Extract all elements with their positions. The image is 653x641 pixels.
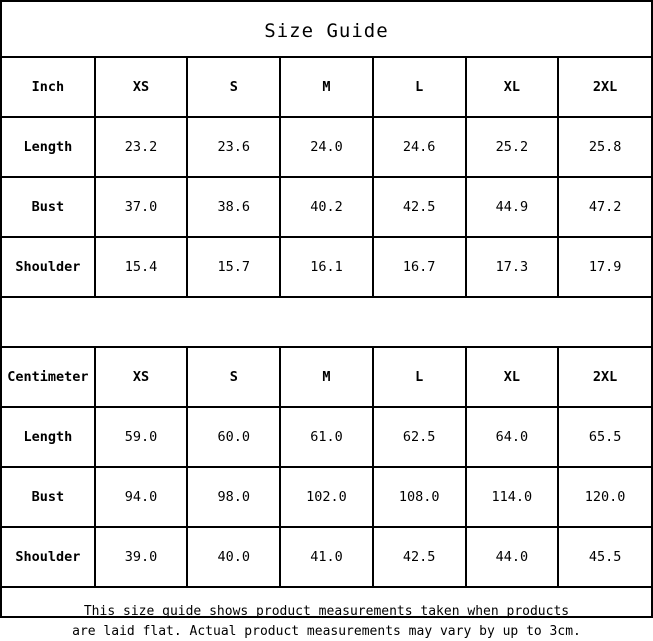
cell-inch-bust-l: 42.5: [373, 177, 466, 237]
table-row: [2, 527, 651, 587]
unit-label-centimeter: Centimeter: [2, 347, 95, 407]
cell-inch-length-m: 24.0: [280, 117, 373, 177]
column-header-m: M: [280, 57, 373, 117]
row-label-bust: Bust: [2, 177, 95, 237]
column-header-l: L: [373, 57, 466, 117]
cell-cm-length-xs: 59.0: [95, 407, 188, 467]
table-header-row: [2, 57, 651, 117]
cell-inch-shoulder-xl: 17.3: [466, 237, 559, 297]
table-row: [2, 177, 651, 237]
cell-inch-shoulder-xs: 15.4: [95, 237, 188, 297]
table-spacer: [2, 298, 651, 346]
cell-cm-bust-2xl: 120.0: [558, 467, 651, 527]
table-row: [2, 407, 651, 467]
table-row: [2, 117, 651, 177]
cell-cm-shoulder-l: 42.5: [373, 527, 466, 587]
column-header-m: M: [280, 347, 373, 407]
cell-cm-bust-m: 102.0: [280, 467, 373, 527]
column-header-xl: XL: [466, 57, 559, 117]
column-header-s: S: [187, 347, 280, 407]
cell-cm-length-l: 62.5: [373, 407, 466, 467]
cell-inch-shoulder-2xl: 17.9: [558, 237, 651, 297]
cell-inch-bust-xl: 44.9: [466, 177, 559, 237]
cell-cm-length-2xl: 65.5: [558, 407, 651, 467]
cell-inch-shoulder-m: 16.1: [280, 237, 373, 297]
column-header-2xl: 2XL: [558, 347, 651, 407]
row-label-bust: Bust: [2, 467, 95, 527]
cell-cm-bust-xs: 94.0: [95, 467, 188, 527]
size-table-centimeter: [2, 346, 651, 588]
size-table-inch: [2, 56, 651, 298]
cell-cm-shoulder-xs: 39.0: [95, 527, 188, 587]
page-title: Size Guide: [2, 2, 651, 56]
cell-cm-bust-l: 108.0: [373, 467, 466, 527]
table-header-row: [2, 347, 651, 407]
cell-inch-bust-s: 38.6: [187, 177, 280, 237]
table-row: [2, 467, 651, 527]
cell-cm-bust-s: 98.0: [187, 467, 280, 527]
column-header-2xl: 2XL: [558, 57, 651, 117]
row-label-length: Length: [2, 117, 95, 177]
table-row: [2, 237, 651, 297]
cell-inch-length-s: 23.6: [187, 117, 280, 177]
unit-label-inch: Inch: [2, 57, 95, 117]
cell-inch-length-l: 24.6: [373, 117, 466, 177]
row-label-shoulder: Shoulder: [2, 527, 95, 587]
cell-cm-shoulder-xl: 44.0: [466, 527, 559, 587]
cell-cm-length-m: 61.0: [280, 407, 373, 467]
cell-inch-length-2xl: 25.8: [558, 117, 651, 177]
cell-inch-bust-m: 40.2: [280, 177, 373, 237]
column-header-xs: XS: [95, 347, 188, 407]
cell-inch-bust-2xl: 47.2: [558, 177, 651, 237]
footnote-line-1: This size guide shows product measurements taken when products: [20, 602, 633, 622]
cell-inch-bust-xs: 37.0: [95, 177, 188, 237]
cell-cm-shoulder-s: 40.0: [187, 527, 280, 587]
cell-cm-length-xl: 64.0: [466, 407, 559, 467]
column-header-l: L: [373, 347, 466, 407]
column-header-s: S: [187, 57, 280, 117]
cell-cm-shoulder-m: 41.0: [280, 527, 373, 587]
footnote: [2, 588, 651, 641]
column-header-xs: XS: [95, 57, 188, 117]
cell-inch-shoulder-s: 15.7: [187, 237, 280, 297]
cell-inch-length-xs: 23.2: [95, 117, 188, 177]
cell-inch-shoulder-l: 16.7: [373, 237, 466, 297]
cell-cm-bust-xl: 114.0: [466, 467, 559, 527]
column-header-xl: XL: [466, 347, 559, 407]
row-label-length: Length: [2, 407, 95, 467]
cell-cm-shoulder-2xl: 45.5: [558, 527, 651, 587]
cell-cm-length-s: 60.0: [187, 407, 280, 467]
cell-inch-length-xl: 25.2: [466, 117, 559, 177]
footnote-line-2: are laid flat. Actual product measurements may vary by up to 3cm.: [20, 622, 633, 641]
row-label-shoulder: Shoulder: [2, 237, 95, 297]
